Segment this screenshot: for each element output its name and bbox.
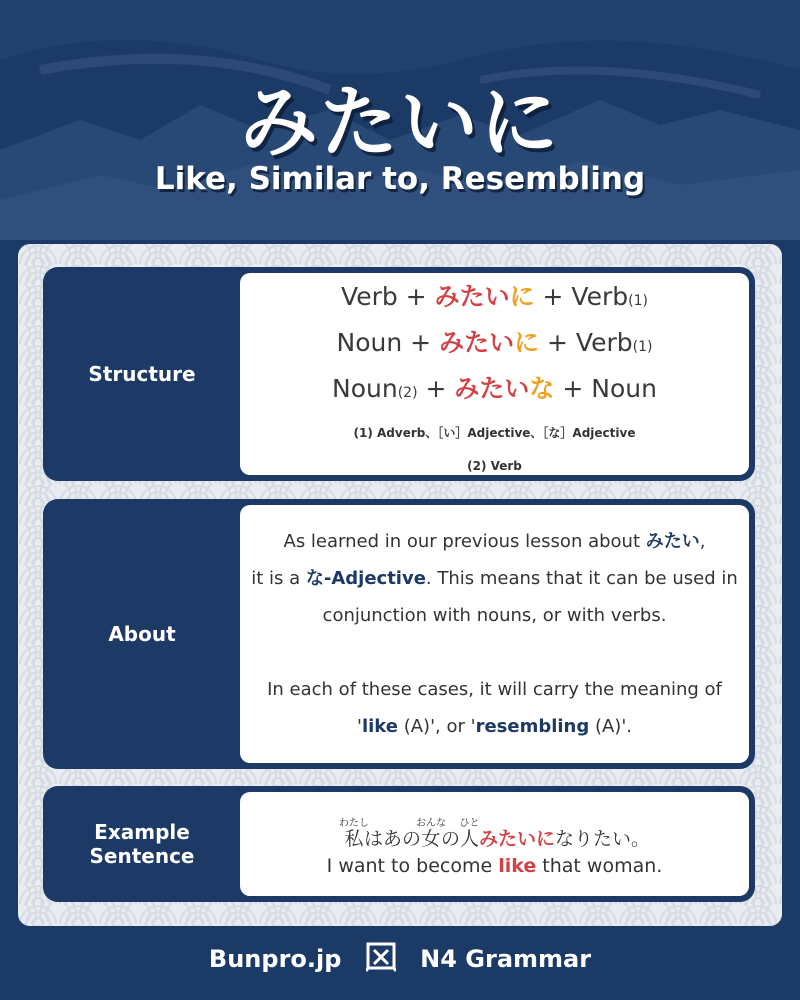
grammar-highlight: みたい (439, 327, 515, 357)
kanji: 女 (415, 827, 446, 850)
grammar-highlight: みたい (434, 281, 510, 311)
structure-text: + Noun (554, 373, 657, 403)
about-highlight: な-Adjective (305, 568, 426, 589)
structure-card (46, 270, 752, 478)
japanese-text: はあの (363, 827, 421, 850)
about-line-1 (251, 523, 738, 560)
structure-text: + Verb (539, 327, 633, 357)
about-text-span: it is a (251, 568, 306, 589)
structure-label: Structure (88, 362, 196, 386)
japanese-text: の (440, 827, 460, 850)
grammar-highlight: みたいに (478, 827, 555, 850)
about-text-span: (A)', or ' (398, 716, 476, 737)
about-text-span: (A)'. (589, 716, 632, 737)
furigana: わたし (338, 817, 369, 829)
example-label-line-2: Sentence (89, 844, 195, 868)
about-label: About (108, 622, 176, 646)
structure-text: Verb + (341, 281, 435, 311)
english-highlight: like (498, 854, 537, 877)
footnote-marker: (2) (397, 384, 418, 401)
structure-note-2: (2) Verb (467, 458, 522, 473)
furigana: おんな (415, 817, 446, 829)
structure-box (240, 273, 749, 475)
about-text-span: . This means that it can be used in (425, 568, 738, 589)
kanji: 人 (459, 827, 480, 850)
structure-note-1: (1) Adverb、［い］Adjective、［な］Adjective (353, 425, 636, 440)
about-card (46, 502, 752, 766)
about-line-5 (251, 708, 738, 745)
structure-text: + (417, 373, 455, 403)
grammar-highlight: みたい (454, 373, 530, 403)
about-box (240, 505, 749, 763)
english-text: I want to become (326, 854, 499, 877)
about-text (251, 523, 738, 745)
example-box (240, 792, 749, 896)
footnote-marker: (1) (632, 338, 653, 355)
about-highlight: like (361, 716, 398, 737)
structure-line-3 (332, 368, 657, 414)
about-line-3: conjunction with nouns, or with verbs. (322, 605, 667, 626)
english-text: that woman. (536, 854, 663, 877)
structure-text: Noun (332, 373, 398, 403)
about-text-span: , (699, 531, 706, 552)
structure-line-2 (337, 322, 653, 368)
about-text-span: As learned in our previous lesson about (283, 531, 646, 552)
particle-highlight: な (529, 373, 555, 403)
japanese-text: なりたい。 (554, 827, 650, 850)
about-line-4: In each of these cases, it will carry the meaning of (267, 679, 722, 700)
page-title: みたいに (239, 78, 560, 168)
about-spacer (251, 634, 738, 671)
particle-highlight: に (514, 327, 540, 357)
example-label (46, 789, 238, 899)
about-line-2 (251, 560, 738, 597)
page-subtitle: Like, Similar to, Resembling (154, 161, 646, 197)
structure-text: + Verb (534, 281, 629, 311)
example-card (46, 789, 752, 899)
example-label-line-1: Example (94, 820, 190, 844)
site-name: Bunpro.jp (208, 945, 342, 973)
structure-line-1 (341, 276, 648, 322)
furigana: ひと (459, 817, 480, 829)
example-japanese (339, 812, 650, 851)
about-highlight: みたい (645, 531, 700, 552)
structure-text: Noun + (336, 327, 440, 357)
particle-highlight: に (509, 281, 535, 311)
about-text-span: ' (357, 716, 362, 737)
content-panel (18, 244, 782, 926)
kanji: 私 (338, 827, 369, 850)
footnote-marker: (1) (628, 292, 648, 309)
footer (0, 942, 800, 978)
example-english (327, 855, 663, 877)
bunpro-logo-icon (366, 942, 396, 978)
jlpt-level: N4 Grammar (420, 945, 592, 973)
about-highlight: resembling (475, 716, 590, 737)
